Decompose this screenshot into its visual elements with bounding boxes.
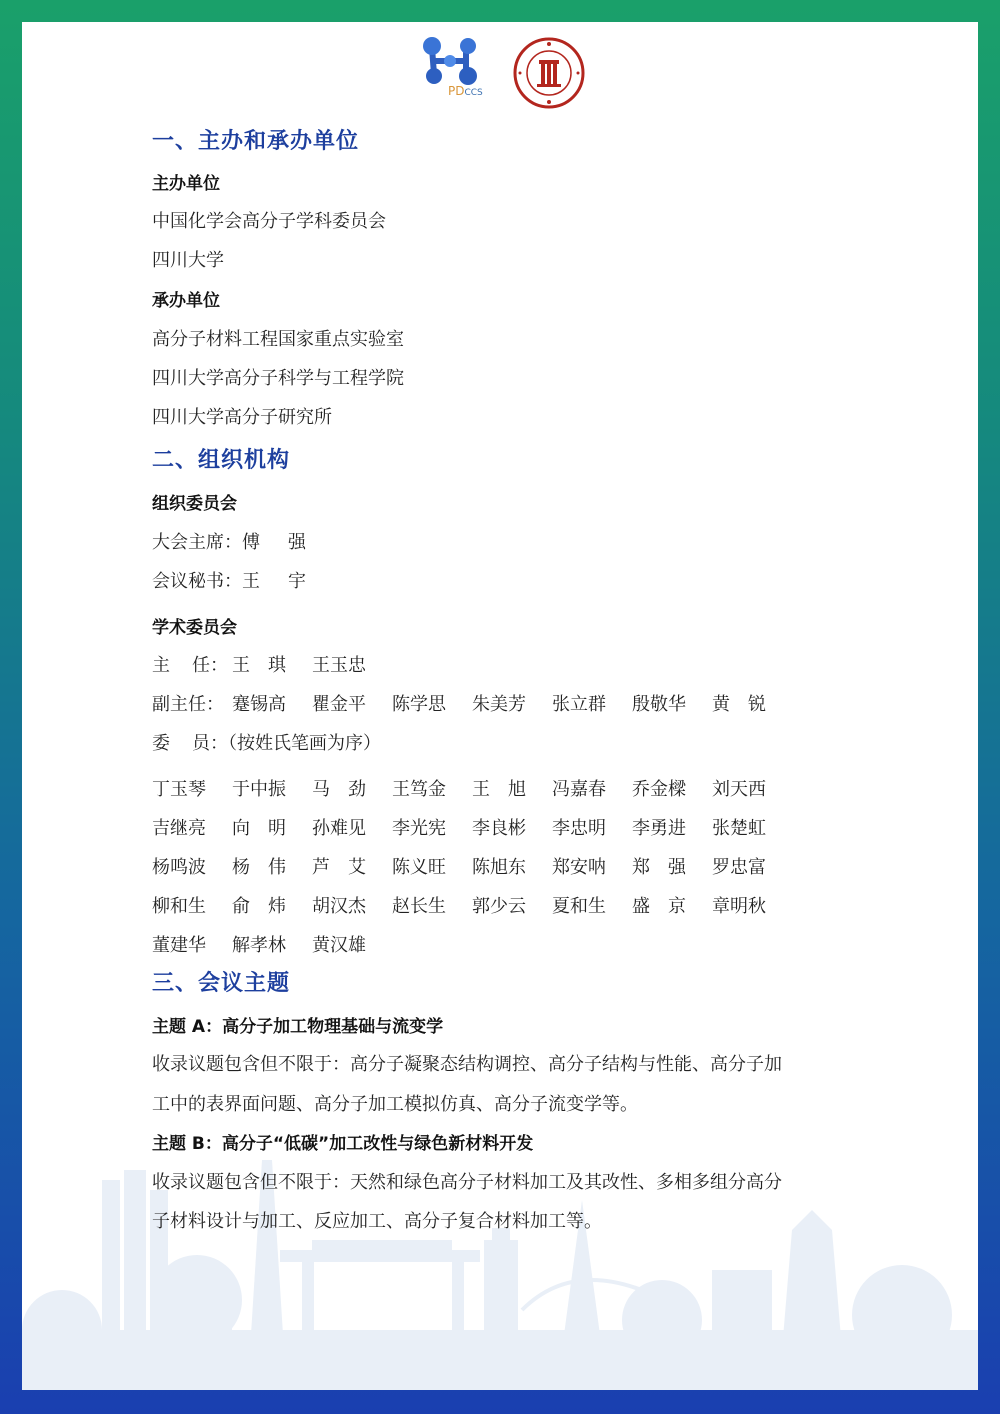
director-name: 王 琪 <box>232 655 286 676</box>
members-row <box>152 931 872 970</box>
member-name: 张楚虹 <box>712 818 766 839</box>
secretary-name-a: 王 <box>242 571 260 592</box>
member-name: 向 明 <box>232 818 286 839</box>
member-name: 黄汉雄 <box>312 935 366 956</box>
pdccs-logo <box>420 36 482 108</box>
member-name: 陈义旺 <box>392 857 446 878</box>
topic-a-text: 收录议题包含但不限于：高分子凝聚态结构调控、高分子结构与性能、高分子加 <box>152 1054 782 1075</box>
chair-name-b: 强 <box>288 532 306 553</box>
member-name: 盛 京 <box>632 896 686 917</box>
director-label-a: 主 <box>152 655 170 676</box>
section-title-3: 三、会议主题 <box>152 971 291 996</box>
organizer-item: 高分子材料工程国家重点实验室 <box>152 329 404 350</box>
member-name: 李光宪 <box>392 818 446 839</box>
director-label-b: 任： <box>192 655 228 676</box>
molecule-icon <box>420 36 482 86</box>
secretary-name-b: 宇 <box>288 571 306 592</box>
section-title-2: 二、组织机构 <box>152 448 291 473</box>
member-name: 陈旭东 <box>472 857 526 878</box>
topic-b-text: 收录议题包含但不限于：天然和绿色高分子材料加工及其改性、多相多组分高分 <box>152 1172 782 1193</box>
members-label-b: 员：（按姓氏笔画为序） <box>192 733 381 754</box>
member-name: 柳和生 <box>152 896 206 917</box>
member-name: 董建华 <box>152 935 206 956</box>
vice-director-row <box>152 690 872 720</box>
vice-director-name: 陈学思 <box>392 694 446 715</box>
member-name: 郑 强 <box>632 857 686 878</box>
member-name: 罗忠富 <box>712 857 766 878</box>
page-sheet <box>22 22 978 1390</box>
member-name: 杨 伟 <box>232 857 286 878</box>
member-name: 解孝林 <box>232 935 286 956</box>
member-name: 郭少云 <box>472 896 526 917</box>
member-name: 孙难见 <box>312 818 366 839</box>
topic-b-title: 主题 B：高分子“低碳”加工改性与绿色新材料开发 <box>152 1134 534 1154</box>
academic-committee-label: 学术委员会 <box>152 618 237 638</box>
sichuan-university-seal <box>512 36 586 110</box>
member-name: 赵长生 <box>392 896 446 917</box>
member-name: 胡汉杰 <box>312 896 366 917</box>
member-name: 俞 炜 <box>232 896 286 917</box>
section-title-1: 一、主办和承办单位 <box>152 129 360 154</box>
member-name: 杨鸣波 <box>152 857 206 878</box>
logo-bar <box>22 36 978 116</box>
member-name: 李良彬 <box>472 818 526 839</box>
member-name: 刘天西 <box>712 779 766 800</box>
vice-director-name: 殷敬华 <box>632 694 686 715</box>
member-name: 马 劲 <box>312 779 366 800</box>
chair-line <box>152 528 306 554</box>
sponsor-label: 主办单位 <box>152 174 220 194</box>
vice-director-name: 瞿金平 <box>312 694 366 715</box>
pdccs-ccs: CCS <box>464 88 483 98</box>
topic-a-title: 主题 A：高分子加工物理基础与流变学 <box>152 1017 444 1037</box>
university-seal-icon <box>512 36 586 110</box>
topic-a-text: 工中的表界面问题、高分子加工模拟仿真、高分子流变学等。 <box>152 1094 638 1115</box>
pdccs-pd: PD <box>448 84 465 98</box>
member-name: 夏和生 <box>552 896 606 917</box>
members-row <box>152 814 872 853</box>
organizer-item: 四川大学高分子研究所 <box>152 407 332 428</box>
vice-director-label: 副主任： <box>152 694 224 715</box>
org-committee-label: 组织委员会 <box>152 494 237 514</box>
member-name: 李勇进 <box>632 818 686 839</box>
member-name: 丁玉琴 <box>152 779 206 800</box>
member-name: 李忠明 <box>552 818 606 839</box>
members-row <box>152 892 872 931</box>
member-name: 郑安呐 <box>552 857 606 878</box>
members-label <box>152 729 381 755</box>
organizer-item: 四川大学高分子科学与工程学院 <box>152 368 404 389</box>
secretary-label: 会议秘书： <box>152 571 242 592</box>
vice-director-name: 张立群 <box>552 694 606 715</box>
member-name: 于中振 <box>232 779 286 800</box>
members-row <box>152 775 872 814</box>
organizer-label: 承办单位 <box>152 291 220 311</box>
member-name: 王 旭 <box>472 779 526 800</box>
sponsor-item: 中国化学会高分子学科委员会 <box>152 211 386 232</box>
director-name: 王玉忠 <box>312 655 366 676</box>
pdccs-wordmark <box>448 84 483 98</box>
member-name: 王笃金 <box>392 779 446 800</box>
vice-director-name: 蹇锡高 <box>232 694 286 715</box>
topic-b-text: 子材料设计与加工、反应加工、高分子复合材料加工等。 <box>152 1211 602 1232</box>
member-name: 芦 艾 <box>312 857 366 878</box>
chair-label: 大会主席： <box>152 532 242 553</box>
sponsor-item: 四川大学 <box>152 250 224 271</box>
member-name: 乔金樑 <box>632 779 686 800</box>
secretary-line <box>152 567 306 593</box>
member-name: 冯嘉春 <box>552 779 606 800</box>
member-name: 吉继亮 <box>152 818 206 839</box>
members-row <box>152 853 872 892</box>
director-line <box>152 651 366 677</box>
vice-director-name: 黄 锐 <box>712 694 766 715</box>
chair-name-a: 傅 <box>242 532 260 553</box>
member-name: 章明秋 <box>712 896 766 917</box>
members-label-a: 委 <box>152 733 170 754</box>
vice-director-name: 朱美芳 <box>472 694 526 715</box>
members-grid <box>152 775 872 970</box>
